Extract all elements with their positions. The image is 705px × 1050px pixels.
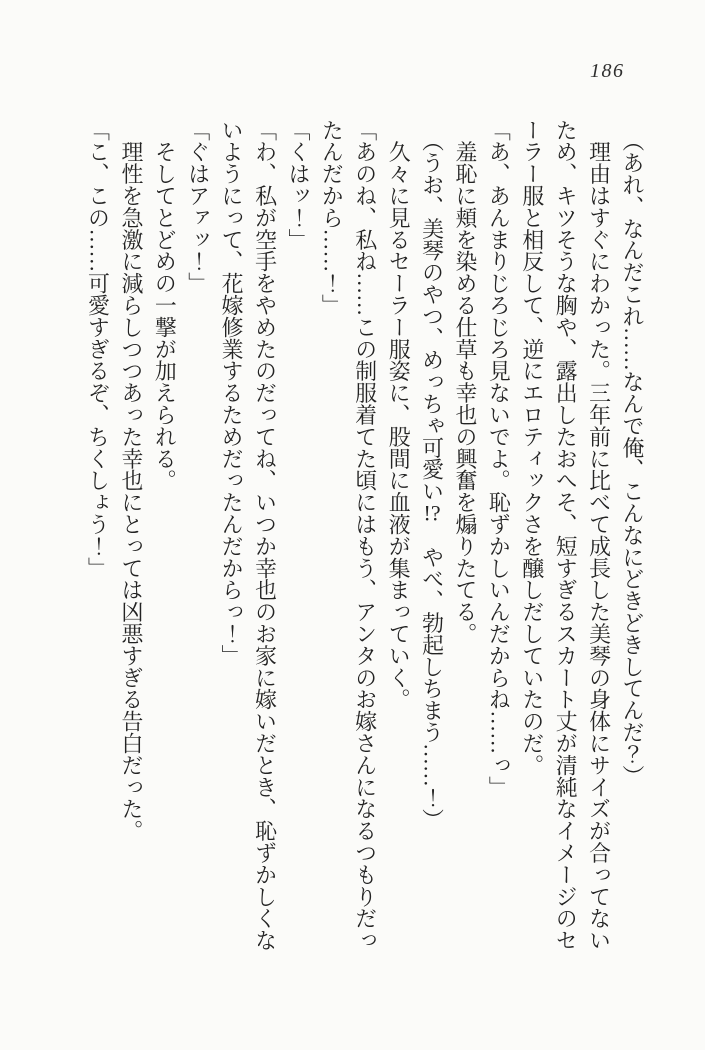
- text-line: （うお、美琴のやつ、めっちゃ可愛い!? やべ、勃起しちまう……！）: [419, 119, 445, 831]
- text-line: たんだから……！」: [319, 119, 345, 317]
- text-line: 「わ、私が空手をやめたのだってね、いつか幸也のお家に嫁いだとき、恥ずかしくな: [252, 119, 278, 952]
- tate-chu-yoko: !?: [423, 502, 441, 525]
- text-line: 「あ、あんまりじろじろ見ないでよ。恥ずかしいんだからね……っ」: [486, 119, 512, 798]
- text-line: （あれ、なんだこれ……なんで俺、こんなにどきどきしてんだ？）: [620, 119, 645, 787]
- text-line: ため、キツそうな胸や、露出したおへそ、短すぎるスカート丈が清純なイメージのセ: [553, 119, 579, 952]
- text-line: そしてとどめの一撃が加えられる。: [152, 119, 178, 492]
- page-number: 186: [590, 60, 625, 82]
- text-line: 久々に見るセーラー服姿に、股間に血液が集まっていく。: [386, 119, 412, 711]
- text-line: 羞恥に頬を染める仕草も幸也の興奮を煽りたてる。: [452, 119, 478, 645]
- text-line: 理由はすぐにわかった。三年前に比べて成長した美琴の身体にサイズが合ってない: [586, 119, 612, 952]
- text-line: 「こ、この……可愛すぎるぞ、ちくしょう！」: [85, 119, 111, 579]
- text-line: 「くはッ！」: [285, 119, 311, 251]
- text-line: ーラー服と相反して、逆にエロティックさを醸しだしていたのだ。: [519, 119, 545, 776]
- text-line: 「ぐはアァッ！」: [185, 119, 211, 295]
- text-line: いようにって、花嫁修業するためだったんだからっ！」: [219, 119, 245, 667]
- text-body: [81, 119, 649, 953]
- text-line: 「あのね、私ね……この制服着てた頃にはもう、アンタのお嫁さんになるつもりだっ: [352, 119, 378, 952]
- text-line: 理性を急激に減らしつつあった幸也にとっては凶悪すぎる告白だった。: [118, 119, 144, 842]
